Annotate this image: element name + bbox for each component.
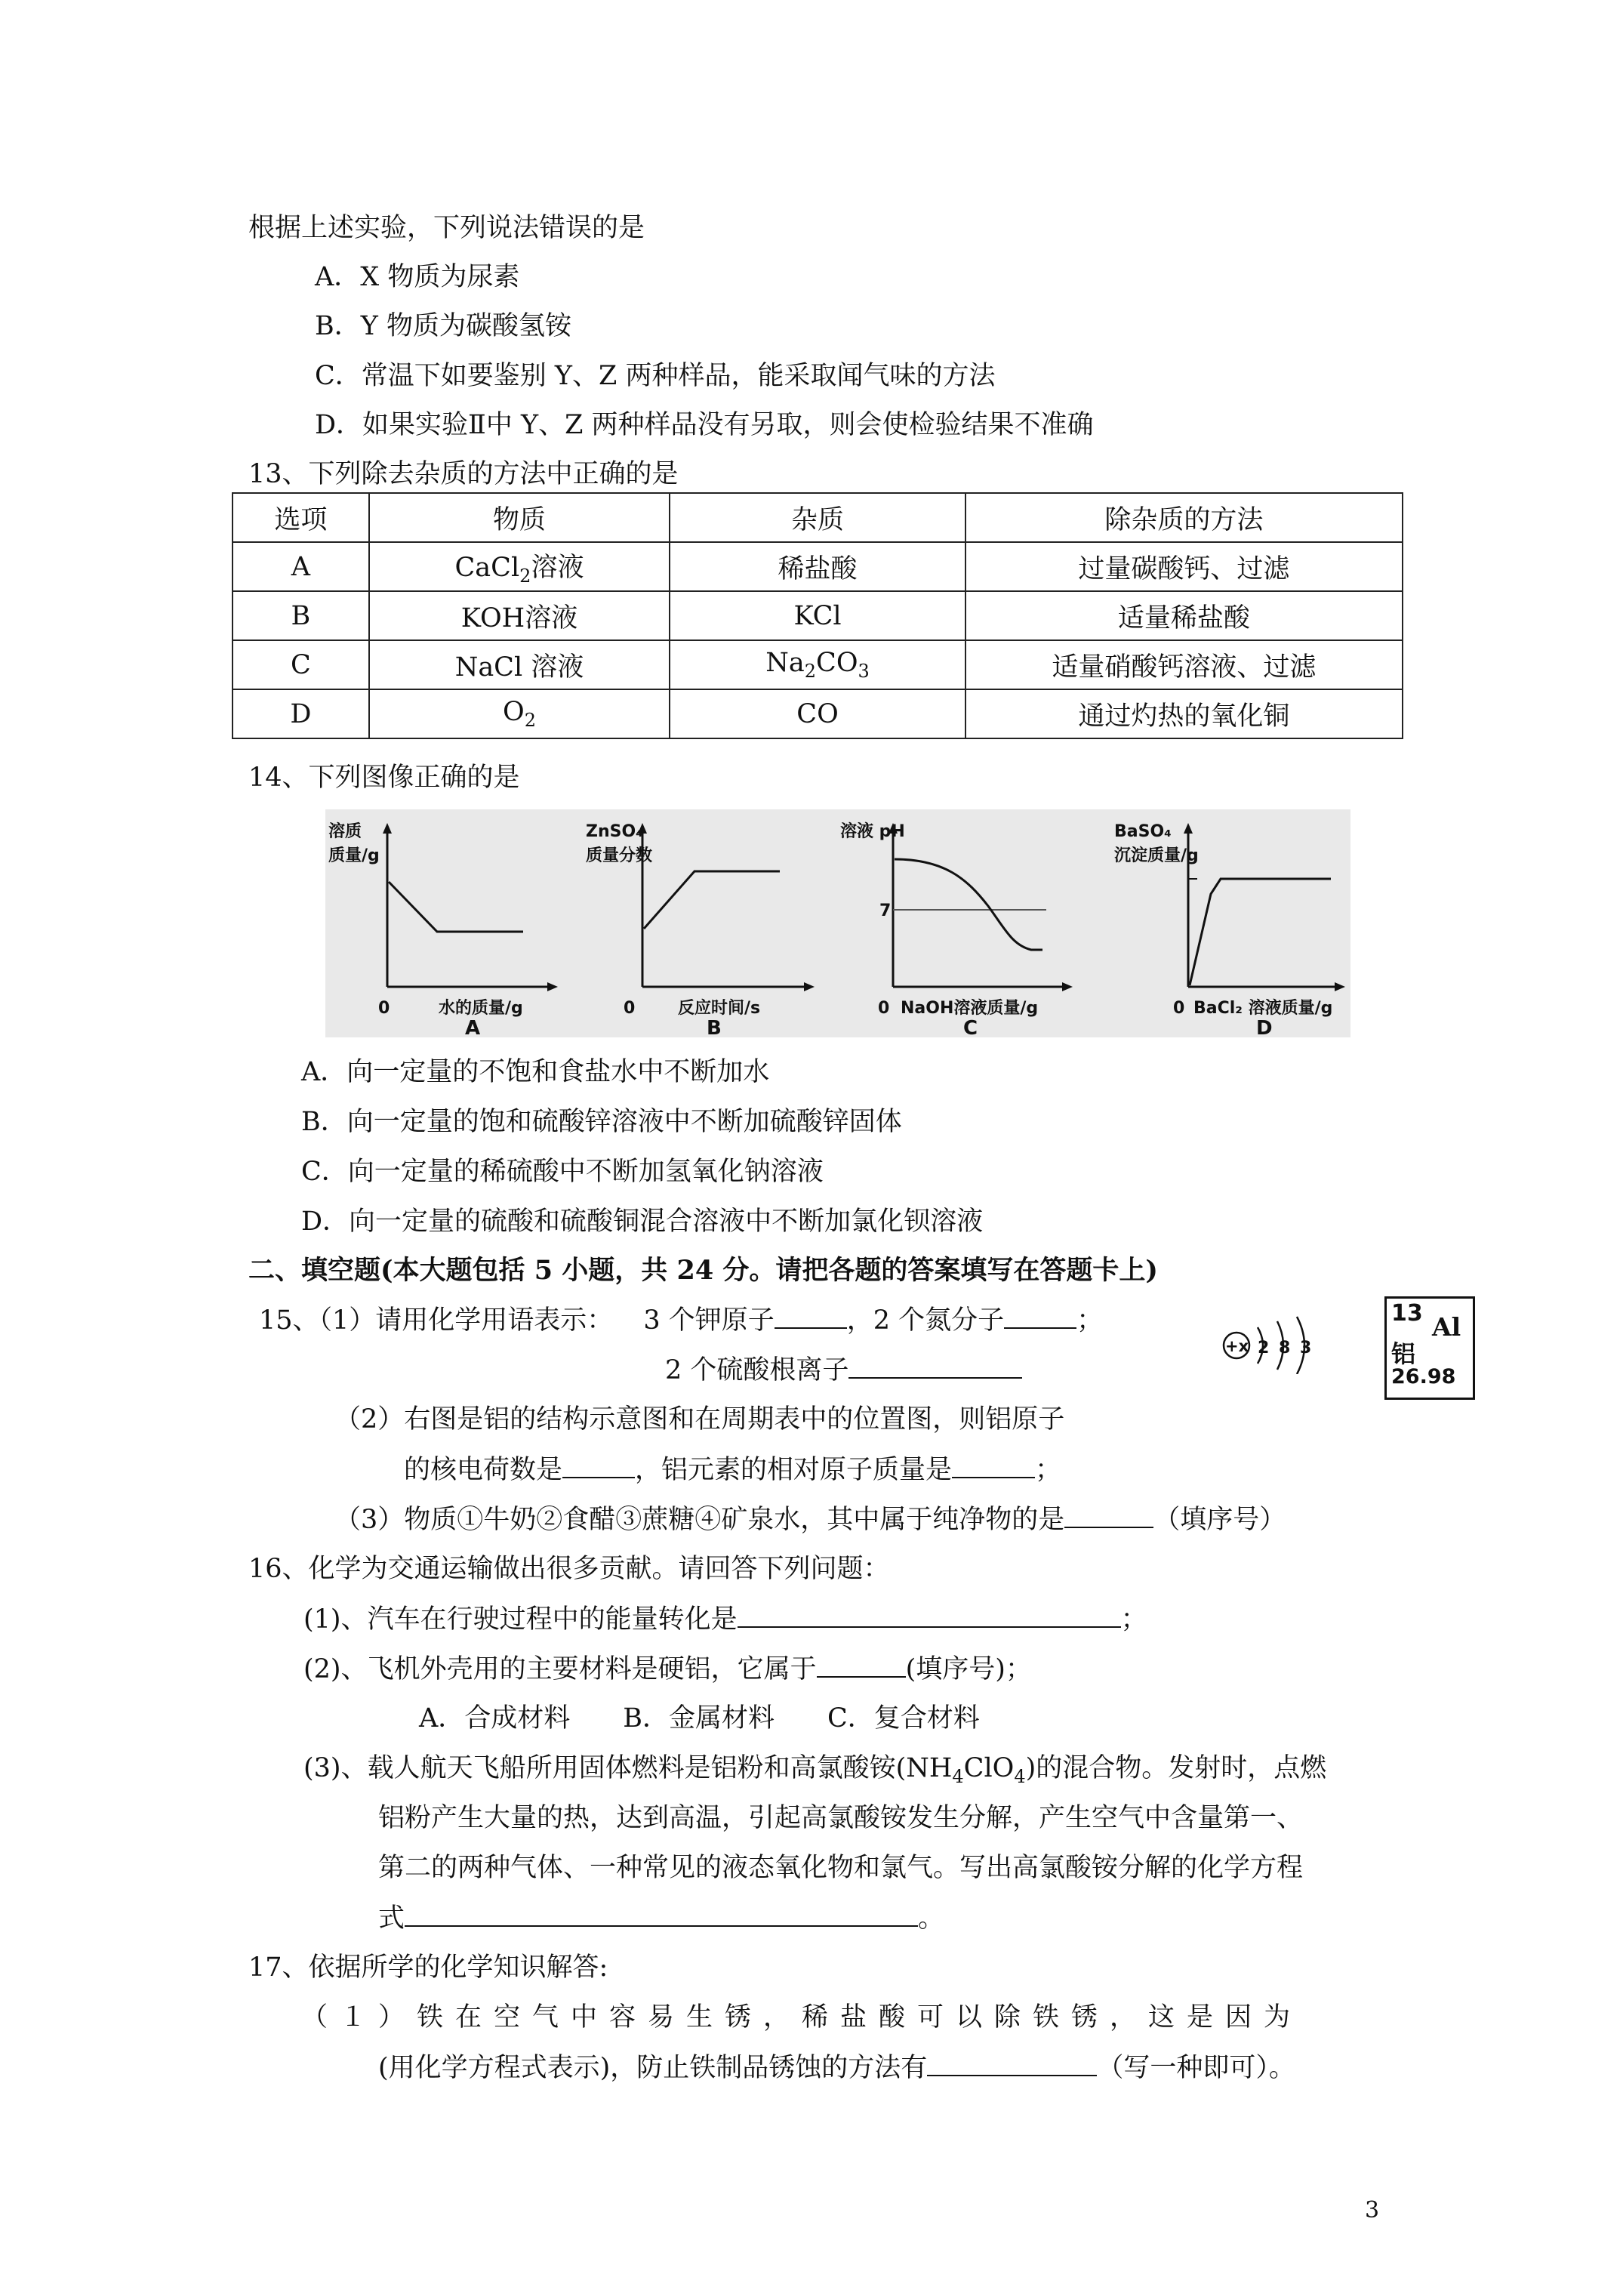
graph-a-xlabel: 水的质量/g bbox=[439, 999, 523, 1018]
q13-cell-option: D bbox=[233, 689, 369, 738]
q13-cell-impurity: CO bbox=[670, 689, 965, 738]
graph-b-origin: 0 bbox=[624, 999, 636, 1018]
graph-d-ylabel-2: 沉淀质量/g bbox=[1114, 846, 1199, 865]
q13-cell-substance: NaCl 溶液 bbox=[369, 640, 670, 689]
aluminium-atom-diagram bbox=[1221, 1314, 1327, 1374]
atom-nucleus: +x bbox=[1225, 1337, 1249, 1355]
q16-part-3-line-3: 第二的两种气体、一种常见的液态氧化物和氯气。写出高氯酸铵分解的化学方程 bbox=[378, 1853, 1304, 1883]
q16-answer-blank[interactable] bbox=[405, 1901, 918, 1927]
q13-cell-method: 适量硝酸钙溶液、过滤 bbox=[965, 640, 1403, 689]
q13-header-impurity: 杂质 bbox=[670, 493, 965, 542]
aluminium-periodic-cell bbox=[1384, 1296, 1475, 1400]
q13-cell-substance: KOH溶液 bbox=[369, 591, 670, 640]
q14-option-a: A．向一定量的不饱和食盐水中不断加水 bbox=[301, 1057, 770, 1087]
graph-b-letter: B bbox=[707, 1017, 722, 1037]
graph-c-ylabel: 溶液 pH bbox=[840, 822, 905, 841]
q13-cell-option: A bbox=[233, 542, 369, 591]
q12-option-a: A．X 物质为尿素 bbox=[315, 262, 520, 292]
q14-stem: 14、下列图像正确的是 bbox=[248, 763, 520, 793]
q14-option-d: D．向一定量的硫酸和硫酸铜混合溶液中不断加氯化钡溶液 bbox=[301, 1207, 984, 1237]
graph-d-xlabel: BaCl₂ 溶液质量/g bbox=[1193, 999, 1333, 1018]
q17-answer-blank[interactable] bbox=[927, 2051, 1097, 2076]
table-row bbox=[233, 542, 1403, 591]
q13-cell-impurity: KCl bbox=[670, 591, 965, 640]
element-atomic-mass: 26.98 bbox=[1391, 1365, 1456, 1388]
q13-header-method: 除杂质的方法 bbox=[965, 493, 1403, 542]
graph-d bbox=[1114, 822, 1345, 1037]
q14-graph-strip bbox=[325, 809, 1350, 1037]
graph-c-xlabel: NaOH溶液质量/g bbox=[901, 999, 1039, 1018]
q16-answer-blank[interactable] bbox=[817, 1652, 906, 1678]
q13-cell-substance: $O_2$ bbox=[369, 689, 670, 738]
q15-answer-blank[interactable] bbox=[848, 1353, 1022, 1379]
graph-c-letter: C bbox=[963, 1017, 978, 1037]
q16-part-3-line-4: 式 。 bbox=[378, 1901, 944, 1935]
q12-option-b: B．Y 物质为碳酸氢铵 bbox=[315, 311, 571, 341]
graph-c-tick-7: 7 bbox=[879, 901, 892, 920]
q12-option-c: C．常温下如要鉴别 Y、Z 两种样品，能采取闻气味的方法 bbox=[315, 361, 996, 391]
q15-answer-blank[interactable] bbox=[1064, 1502, 1153, 1528]
q15-line-3: （2）右图是铝的结构示意图和在周期表中的位置图，则铝原子 bbox=[334, 1404, 1065, 1435]
q13-table bbox=[232, 492, 1403, 739]
table-row bbox=[233, 689, 1403, 738]
q16-part-2-options: A．合成材料 B．金属材料 C．复合材料 bbox=[419, 1703, 980, 1734]
graph-a-origin: 0 bbox=[378, 999, 390, 1018]
q17-stem: 17、依据所学的化学知识解答: bbox=[248, 1952, 608, 1983]
q13-cell-method: 通过灼热的氧化铜 bbox=[965, 689, 1403, 738]
element-atomic-number: 13 bbox=[1391, 1300, 1423, 1327]
element-name: 铝 bbox=[1391, 1339, 1416, 1368]
q13-header-row bbox=[233, 493, 1403, 542]
q16-part-2: (2)、飞机外壳用的主要材料是硬铝，它属于 (填序号)； bbox=[303, 1652, 1032, 1686]
q13-cell-substance: CaCl$_2$溶液 bbox=[369, 542, 670, 591]
graph-a-letter: A bbox=[465, 1017, 481, 1037]
graph-a-ylabel: 溶质 bbox=[328, 822, 362, 841]
element-symbol: Al bbox=[1432, 1312, 1461, 1342]
graph-b-ylabel: ZnSO₄ bbox=[586, 822, 643, 841]
q13-cell-option: C bbox=[233, 640, 369, 689]
section-2-title: 二、填空题(本大题包括 5 小题，共 24 分。请把各题的答案填写在答题卡上) bbox=[248, 1255, 1158, 1286]
q15-answer-blank[interactable] bbox=[562, 1453, 635, 1478]
graph-c-origin: 0 bbox=[878, 999, 890, 1018]
q12-stem: 根据上述实验，下列说法错误的是 bbox=[248, 213, 645, 243]
q16-part-1: (1)、汽车在行驶过程中的能量转化是 ； bbox=[303, 1602, 1147, 1636]
q14-option-b: B．向一定量的饱和硫酸锌溶液中不断加硫酸锌固体 bbox=[301, 1107, 902, 1137]
q13-cell-impurity: $Na_2CO_3$ bbox=[670, 640, 965, 689]
q15-answer-blank[interactable] bbox=[775, 1303, 847, 1329]
graph-b-ylabel-2: 质量分数 bbox=[586, 846, 653, 865]
atom-shell-2: 8 bbox=[1279, 1339, 1291, 1358]
q15-answer-blank[interactable] bbox=[1004, 1303, 1076, 1329]
q13-cell-impurity: 稀盐酸 bbox=[670, 542, 965, 591]
q13-stem: 13、下列除去杂质的方法中正确的是 bbox=[248, 459, 679, 489]
table-row bbox=[233, 640, 1403, 689]
q17-part-1-line-2: (用化学方程式表示)，防止铁制品锈蚀的方法有 （写一种即可）。 bbox=[378, 2051, 1295, 2085]
q16-stem: 16、化学为交通运输做出很多贡献。请回答下列问题： bbox=[248, 1554, 890, 1584]
atom-shell-1: 2 bbox=[1258, 1339, 1270, 1358]
q15-line-5: （3）物质①牛奶②食醋③蔗糖④矿泉水，其中属于纯净物的是 （填序号） bbox=[334, 1502, 1286, 1536]
graph-d-origin: 0 bbox=[1173, 999, 1185, 1018]
q13-cell-option: B bbox=[233, 591, 369, 640]
q15-line-2: 2 个硫酸根离子 bbox=[665, 1353, 1022, 1387]
table-row bbox=[233, 591, 1403, 640]
q16-part-3-line-1: (3)、载人航天飞船所用固体燃料是铝粉和高氯酸铵$(NH_4ClO_4)$的混合物。发射时，点燃 bbox=[303, 1753, 1327, 1787]
q15-answer-blank[interactable] bbox=[952, 1453, 1035, 1478]
q15-line-4: 的核电荷数是 ，铝元素的相对原子质量是 ； bbox=[404, 1453, 1061, 1487]
q13-cell-method: 过量碳酸钙、过滤 bbox=[965, 542, 1403, 591]
graph-d-letter: D bbox=[1256, 1017, 1273, 1037]
graph-d-ylabel: BaSO₄ bbox=[1114, 822, 1172, 841]
graph-b-xlabel: 反应时间/s bbox=[678, 999, 761, 1018]
graph-a-ylabel-2: 质量/g bbox=[328, 846, 380, 865]
q13-header-substance: 物质 bbox=[369, 493, 670, 542]
q17-part-1-line-1: （１）铁在空气中容易生锈，稀盐酸可以除铁锈，这是因为 bbox=[301, 2002, 1303, 2032]
q13-cell-method: 适量稀盐酸 bbox=[965, 591, 1403, 640]
q12-option-d: D．如果实验Ⅱ中 Y、Z 两种样品没有另取，则会使检验结果不准确 bbox=[315, 410, 1094, 440]
q16-part-3-line-2: 铝粉产生大量的热，达到高温，引起高氯酸铵发生分解，产生空气中含量第一、 bbox=[378, 1803, 1304, 1833]
q14-option-c: C．向一定量的稀硫酸中不断加氢氧化钠溶液 bbox=[301, 1157, 824, 1187]
graph-a bbox=[328, 821, 558, 1037]
page-number: 3 bbox=[1365, 2197, 1380, 2224]
atom-shell-3: 3 bbox=[1300, 1339, 1312, 1358]
q15-line-1: 15、（1）请用化学用语表示： 3 个钾原子 ，2 个氮分子 ； bbox=[259, 1303, 1103, 1337]
graph-b bbox=[586, 822, 815, 1037]
q13-header-option: 选项 bbox=[233, 493, 369, 542]
graph-c bbox=[840, 821, 1073, 1037]
q16-answer-blank[interactable] bbox=[738, 1602, 1121, 1628]
